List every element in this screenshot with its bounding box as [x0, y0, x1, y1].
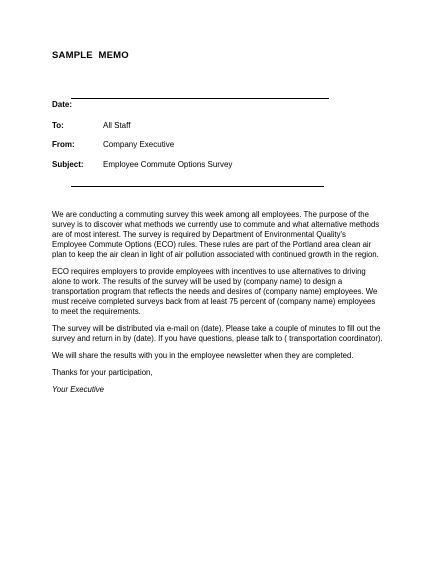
paragraph-results	[52, 351, 392, 361]
body-line: The survey will be distributed via e-mail on (date). Please take a couple of minutes to fill out the	[52, 324, 381, 333]
from-value: Company Executive	[103, 140, 175, 149]
subject-label: Subject:	[52, 160, 84, 169]
paragraph-eco-requirements	[52, 267, 392, 317]
bottom-divider	[71, 186, 324, 187]
body-line: alone to work. The results of the survey will be used by (company name) to design a	[52, 277, 343, 286]
body-line: We are conducting a commuting survey this week among all employees. The purpose of the	[52, 210, 369, 219]
body-line: must receive completed surveys back from at least 75 percent of (company name) employees	[52, 297, 376, 306]
body-line: to meet the requirements.	[52, 307, 141, 316]
body-line: transportation program that reflects the needs and desires of (company name) employees. We	[52, 287, 378, 296]
body-line: Employee Commute Options (ECO) rules. These rules are part of the Portland area clean air	[52, 240, 372, 249]
top-divider	[71, 98, 329, 99]
paragraph-distribution	[52, 324, 392, 344]
body-line: plan to keep the air clean in light of air pollution associated with continued growth in the region.	[52, 250, 379, 259]
paragraph-thanks	[52, 368, 392, 378]
to-value: All Staff	[103, 121, 131, 130]
memo-title: SAMPLE MEMO	[52, 50, 129, 61]
body-line: survey is to discover what methods we currently use to commute and what alternative methods	[52, 220, 380, 229]
memo-body	[52, 210, 392, 402]
date-label: Date:	[52, 100, 73, 109]
body-line: Thanks for your participation,	[52, 368, 153, 377]
subject-value: Employee Commute Options Survey	[103, 160, 233, 169]
body-line: are of most interest. The survey is required by Department of Environmental Quality's	[52, 230, 346, 239]
body-line: ECO requires employers to provide employees with incentives to use alternatives to driving	[52, 267, 366, 276]
paragraph-purpose	[52, 210, 392, 260]
from-label: From:	[52, 140, 75, 149]
signature-text: Your Executive	[52, 385, 105, 394]
signature	[52, 385, 392, 395]
body-line: survey and return in by (date). If you have questions, please talk to ( transportation coordinator).	[52, 334, 383, 343]
body-line: We will share the results with you in the employee newsletter when they are completed.	[52, 351, 354, 360]
to-label: To:	[52, 121, 64, 130]
